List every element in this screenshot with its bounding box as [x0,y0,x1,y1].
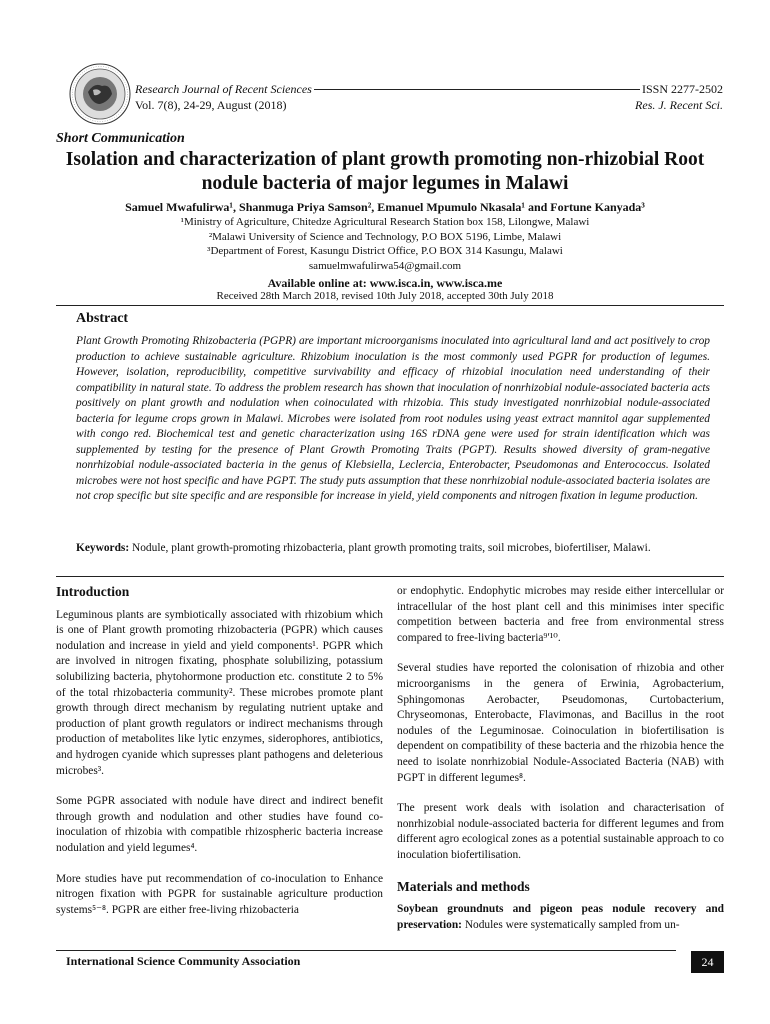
introduction-heading: Introduction [56,584,130,599]
paragraph: Some PGPR associated with nodule have direct and indirect benefit through growth and nodulation and other studies have found co-inoculation of rhizobia with compatible rhizospheric bacteria increase nodulation and yield legumes⁴. [56,795,383,854]
paragraph: The present work deals with isolation and characterisation of nonrhizobial nodule-associated bacteria for different legumes and from different agro ecological zones as a potential sustainable approach to co inoculation biofertilisation. [397,802,724,861]
affiliations [40,215,730,273]
availability-line: Available online at: www.isca.in, www.isca.me [267,276,503,290]
contact-email: samuelmwafulirwa54@gmail.com [308,259,462,272]
divider [56,576,724,577]
article-type: Short Communication [56,131,185,146]
methods-heading: Materials and methods [397,878,530,894]
affiliation-3: ³Department of Forest, Kasungu District Office, P.O BOX 314 Kasungu, Malawi [207,245,563,257]
footer-association: International Science Community Association [66,954,301,968]
journal-header [135,82,723,97]
keywords [76,541,710,557]
paragraph: or endophytic. Endophytic microbes may reside either intercellular or intracellular of the host plant cell and this minimises inter specific competition between bacteria and free from environmental stress compared to free-living bacteria⁹ʹ¹⁰. [397,585,724,644]
page-number: 24 [691,951,724,973]
divider [56,305,724,306]
paragraph: Several studies have reported the colonisation of rhizobia and other microorganisms in the genera of Erwinia, Agrobacterium, Sphingomonas Aerobacter, Pseudomonas, Curtobacterium, Chryseomonas, Enterobacte, Flavimonas, and Bacillus in the root nodules of the Leguminosae. Coinoculation in biofertilisation is dependent on compatibility of these bacteria and the rhizobia hence the need to isolate nonrhizobial Nodule-Associated Bacteria (NAB) with PGPT in different legumes⁸. [397,662,724,784]
affiliation-2: ²Malawi University of Science and Technology, P.O BOX 5196, Limbe, Malawi [208,230,562,243]
methods-text: Nodules were systematically sampled from un- [461,918,680,931]
received-dates: Received 28th March 2018, revised 10th July 2018, accepted 30th July 2018 [216,290,554,302]
journal-abbrev: Res. J. Recent Sci. [635,98,723,112]
abstract-text: Plant Growth Promoting Rhizobacteria (PGPR) are important microorganisms inoculated into agricultural land and act positively to crop production to achieve sustainable agriculture. Rhizobium inoculation is the most commonly used PGPR for production of legumes. However, isolation, reproducibility, competitive survivability and efficacy of rhizobial inoculation need understanding of their compatibility in natural state. To address the problem research has shown that inoculation of nonrhizobial nodule-associated bacteria acts positively on plant growth and nodulation when coinoculated with rhizobia. This study investigated nonrhizobial nodule-associated bacteria for legume crops grown in Malawi. Microbes were isolated from root nodules using yeast extract mannitol agar supplemented with congo red. Biochemical test and genetic characterization using 16S rDNA gene were used for strain identification which was supplemented by testing for the presence of Plant Growth Promoting Traits (PGPT). Results showed diversity of gram-negative nonrhizobial nodule-associated bacteria in the genus of Klebsiella, Leclercia, Enterobacter, Pseudomonas and Enterococcus. Isolated microbes were not host specific and have PGPT. The study puts assumption that these nonrhizobial nodule-associated bacteria isolates are not crop specific but site specific and are responsible for increase in yield, yield components and nitrogen fixation in legume production. [76,335,710,502]
author-list: Samuel Mwafulirwa¹, Shanmuga Priya Samson², Emanuel Mpumulo Nkasala¹ and Fortune Kanyada³ [125,200,645,214]
issn: ISSN 2277-2502 [641,82,723,96]
paragraph [397,902,724,933]
affiliation-1: ¹Ministry of Agriculture, Chitedze Agricultural Research Station box 158, Lilongwe, Malawi [180,216,590,228]
journal-subheader [135,98,723,113]
journal-logo-icon [68,62,132,126]
keywords-label: Keywords: [76,542,130,554]
abstract-heading: Abstract [76,311,129,326]
article-title: Isolation and characterization of plant growth promoting non-rhizobial Root nodule bacteria of major legumes in Malawi [65,149,705,194]
right-column [397,584,724,948]
volume-info: Vol. 7(8), 24-29, August (2018) [135,98,287,112]
keywords-list: Nodule, plant growth-promoting rhizobacteria, plant growth promoting traits, soil microbes, biofertiliser, Malawi. [132,542,651,554]
footer-rule [56,950,676,951]
header-rule [314,89,640,90]
methods-subheading: Soybean groundnuts and pigeon peas nodule recovery and preservation: [397,903,724,931]
journal-name: Research Journal of Recent Sciences [135,82,312,96]
left-column [56,584,383,933]
paragraph: Leguminous plants are symbiotically associated with rhizobium which is one of Plant growth promoting rhizobacteria (PGPR) which causes nodulation and increase in yield and yield components¹. PGPR which are involved in nitrogen fixating, phosphate solubilizing, potassium solubilizing bacteria, phytohormone production etc. constitute 2 to 5% of the total rhizobacteria community². These microbes promote plant growth through direct mechanism by regulating nutrient uptake and production of plant growth regulators or indirect mechanisms through production of metabolites like lytic enzymes, siderophores, antibiotics, and hydrogen cyanide which supresses plant pathogens and deleterious microbes³. [56,608,383,777]
paragraph: More studies have put recommendation of co-inoculation to Enhance nitrogen fixation with PGPR for sustainable agriculture production systems⁵⁻⁸. PGPR are either free-living rhizobacteria [56,872,383,916]
